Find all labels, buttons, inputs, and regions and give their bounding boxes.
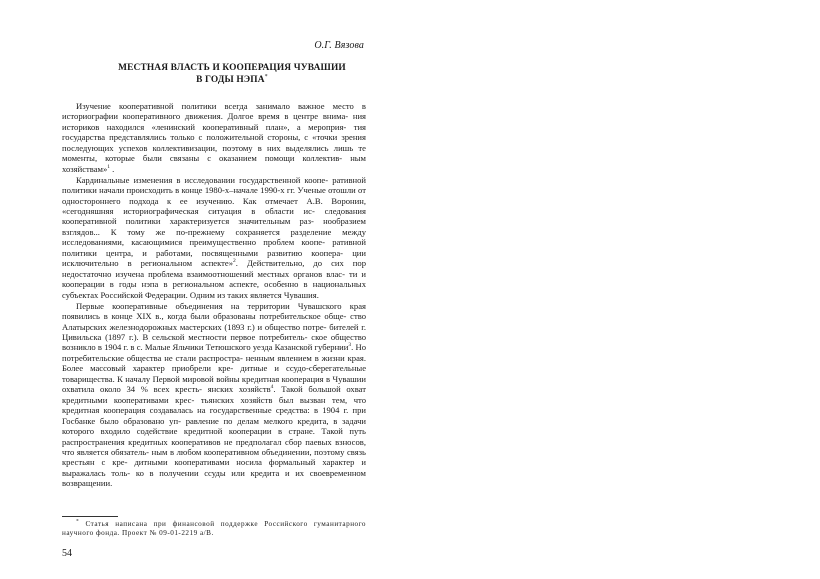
paragraph-1: Изучение кооперативной политики всегда занимало важное место в историографии кооперативного движения. Долгое время в центре внима- ния историков находился «ленинский кооперативный план», а мероприя- тия государства представлялись только с положительной стороны, с «точки зрения последующих успехов коллективизации, поэтому в них выделялись лишь те моменты, которые были связаны с оказанием помощи коллектив- ным хозяйствам»$^1$ . <box>62 101 367 174</box>
footnote-ref-1: 1 <box>107 163 111 170</box>
footnote-ref-4: 4 <box>270 384 274 391</box>
running-header-author: О.Г. Вязова <box>314 40 364 51</box>
footnote: * Статья написана при финансовой поддержке Российского гуманитарного научного фонда. Проект № 09-01-2219 а/В. <box>62 518 366 537</box>
title-footnote-mark: * <box>264 73 268 80</box>
article-body <box>62 101 366 489</box>
footnote-mark: * <box>76 518 80 525</box>
paragraph-2: Кардинальные изменения в исследовании государственной коопе- ративной политики начали происходить в конце 1980-х–начале 1990-х гг. Ученые отошли от одностороннего подхода к ее изучению. Как отмечает А.В. Воронин, «сегодняшняя историографическая ситуация в области ис- следования кооперативной политики характеризуется значительным раз- нообразием взглядов... К тому же по-прежнему сохраняется разделение между исследованиями, касающимися преимущественно проблем коопе- ративной политики центра, и работами, посвященными развитию коопера- ции исключительно в региональном аспекте»$^2$. Действительно, до сих пор недостаточно изучена проблема взаимоотношений местных органов влас- ти и кооперации в годы нэпа в региональном аспекте, особенно в национальных субъектах Российской Федерации. Одним из таких является Чувашия. <box>62 174 367 300</box>
footnote-ref-3: 3 <box>348 342 352 349</box>
title-line-2: В ГОДЫ НЭПА* <box>196 73 268 85</box>
title-line-1: МЕСТНАЯ ВЛАСТЬ И КООПЕРАЦИЯ ЧУВАШИИ <box>118 63 346 73</box>
page-number: 54 <box>62 548 72 559</box>
article-title <box>82 63 382 86</box>
paragraph-3: Первые кооперативные объединения на территории Чувашского края появились в конце XIX в., когда были образованы потребительское обще- ство Алатырских железнодорожных мастерских (1893 г.) и общество потре- бителей г. Цивильска (1897 г.). В сельской местности первое потребитель- ское общество возникло в 1904 г. в с. Малые Яльчики Тетюшского уезда Казанской губернии$^3$. Но потребительские общества не стали распростра- ненным явлением в жизни края. Более массовый характер приобрели кре- дитные и ссудо-сберегательные товарищества. К началу Первой мировой войны кредитная кооперация в Чувашии охватила около 34 % всех кресть- янских хозяйств$^4$. Такой большой охват кредитными кооперативами крес- тьянских хозяйств был вызван тем, что кредитная кооперация создавалась на государственные средства: в 1904 г. при Госбанке было образовано уп- равление по делам мелкого кредита, в задачи которого входило содействие кредитной кооперации в стране. Такой путь распространения кредитных кооперативов не предполагал сбор паевых взносов, что является обязатель- ным в любом кооперативном объединении, поэтому связь крестьян с кре- дитными кооперативами носила формальный характер и выражалась толь- ко в получении ссуды или кредита и их своевременном возвращении. <box>62 300 367 489</box>
footnote-ref-2: 2 <box>233 258 236 265</box>
footnote-divider <box>62 516 118 517</box>
